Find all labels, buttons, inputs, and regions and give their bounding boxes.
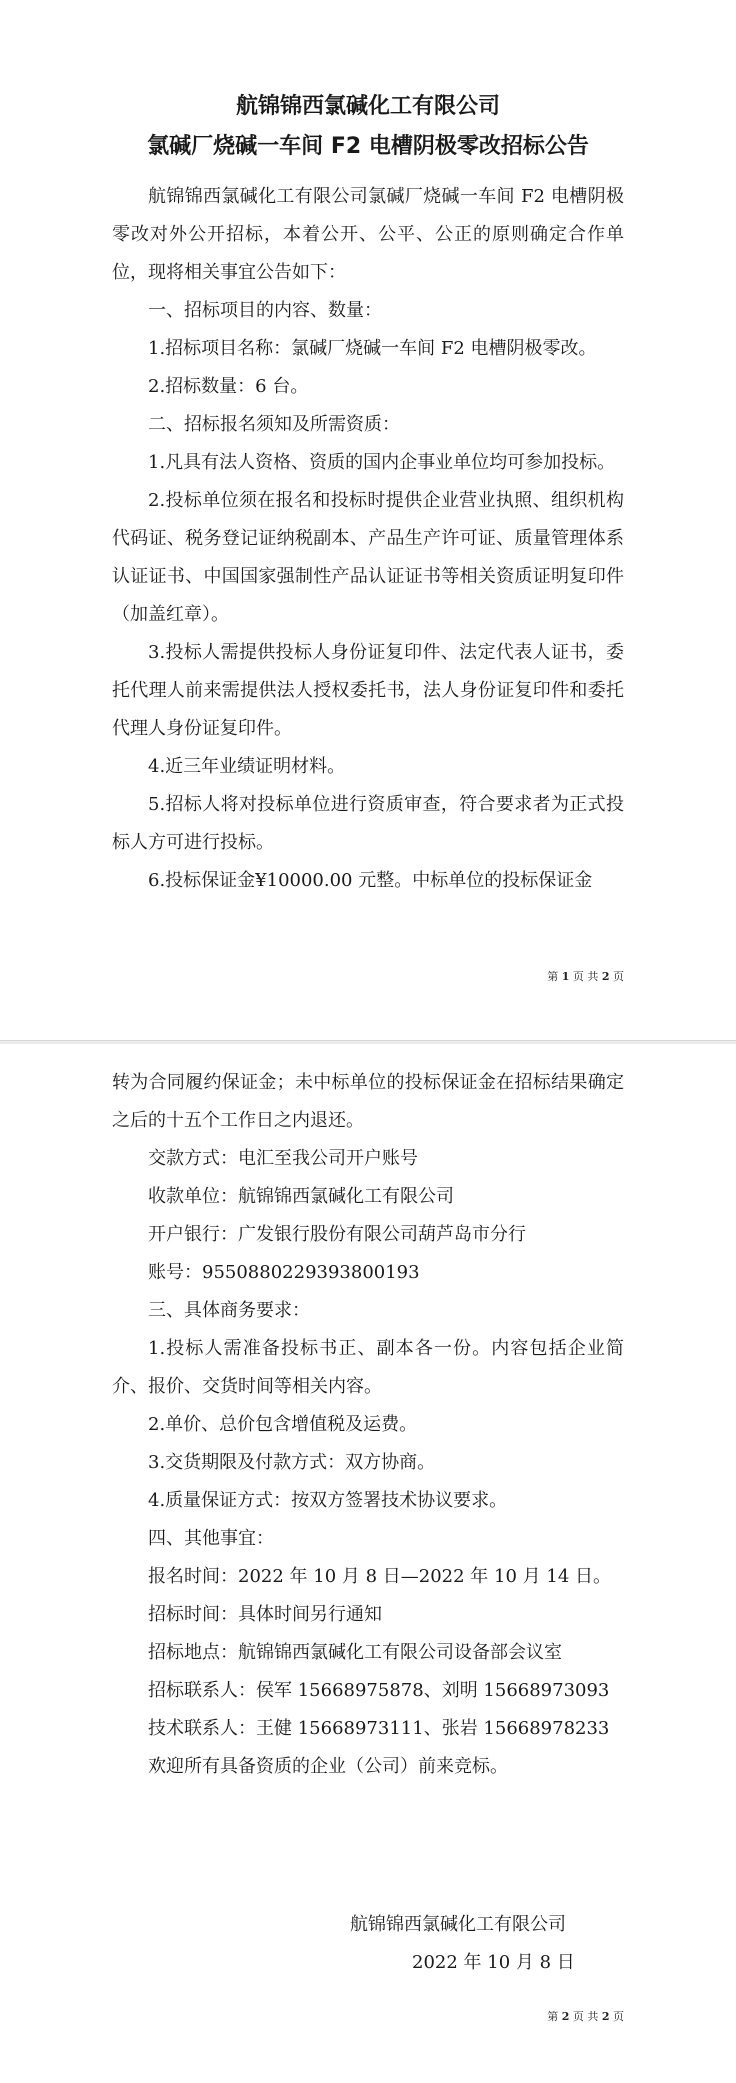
section-heading: 四、其他事宜： [148, 1528, 274, 1549]
paragraph: 3.交货期限及付款方式：双方协商。 [148, 1452, 436, 1473]
paragraph: 2.投标单位须在报名和投标时提供企业营业执照、组织机构代码证、税务登记证纳税副本、产品生产许可证、质量管理体系认证证书、中国国家强制性产品认证证书等相关资质证明复印件（加盖红章）。 [112, 490, 624, 625]
document-page-2 [0, 1044, 736, 2083]
page1-body [112, 178, 624, 900]
paragraph: 4.近三年业绩证明材料。 [148, 756, 346, 777]
paragraph: 开户银行：广发银行股份有限公司葫芦岛市分行 [148, 1224, 526, 1245]
section-heading: 一、招标项目的内容、数量： [148, 300, 382, 321]
paragraph: 报名时间：2022 年 10 月 8 日—2022 年 10 月 14 日。 [148, 1566, 611, 1587]
section-heading: 二、招标报名须知及所需资质： [148, 414, 400, 435]
page2-body [112, 1064, 624, 1786]
page-number: 第 2 页 共 2 页 [547, 2010, 624, 2023]
paragraph: 欢迎所有具备资质的企业（公司）前来竞标。 [148, 1756, 508, 1777]
paragraph: 招标地点：航锦锦西氯碱化工有限公司设备部会议室 [148, 1642, 562, 1663]
document-page-1 [0, 0, 736, 1040]
paragraph: 技术联系人：王健 15668973111、张岩 15668978233 [148, 1718, 610, 1739]
paragraph: 航锦锦西氯碱化工有限公司氯碱厂烧碱一车间 F2 电槽阴极零改对外公开招标，本着公开、公平、公正的原则确定合作单位，现将相关事宜公告如下： [112, 186, 624, 283]
paragraph: 1.招标项目名称：氯碱厂烧碱一车间 F2 电槽阴极零改。 [148, 338, 597, 359]
paragraph: 招标时间：具体时间另行通知 [148, 1604, 382, 1625]
paragraph: 账号：9550880229393800193 [148, 1262, 420, 1283]
paragraph: 收款单位：航锦锦西氯碱化工有限公司 [148, 1186, 454, 1207]
paragraph: 1.凡具有法人资格、资质的国内企事业单位均可参加投标。 [148, 452, 616, 473]
paragraph: 3.投标人需提供投标人身份证复印件、法定代表人证书，委托代理人前来需提供法人授权委托书，法人身份证复印件和委托代理人身份证复印件。 [112, 642, 624, 739]
signature-company: 航锦锦西氯碱化工有限公司 [350, 1914, 566, 1935]
paragraph: 2.招标数量：6 台。 [148, 376, 309, 397]
section-heading: 三、具体商务要求： [148, 1300, 310, 1321]
paragraph: 2.单价、总价包含增值税及运费。 [148, 1414, 418, 1435]
paragraph: 5.招标人将对投标单位进行资质审查，符合要求者为正式投标人方可进行投标。 [112, 794, 624, 853]
paragraph-continued: 转为合同履约保证金；未中标单位的投标保证金在招标结果确定之后的十五个工作日之内退还。 [112, 1072, 624, 1131]
paragraph: 4.质量保证方式：按双方签署技术协议要求。 [148, 1490, 508, 1511]
paragraph: 1.投标人需准备投标书正、副本各一份。内容包括企业简介、报价、交货时间等相关内容。 [112, 1338, 624, 1397]
paragraph: 6.投标保证金¥10000.00 元整。中标单位的投标保证金 [148, 870, 593, 891]
page-number: 第 1 页 共 2 页 [547, 970, 624, 983]
paragraph: 交款方式：电汇至我公司开户账号 [148, 1148, 418, 1169]
paragraph: 招标联系人：侯军 15668975878、刘明 15668973093 [148, 1680, 610, 1701]
signature-date: 2022 年 10 月 8 日 [412, 1952, 575, 1973]
document-title-company: 航锦锦西氯碱化工有限公司 [235, 94, 500, 119]
document-title-notice: 氯碱厂烧碱一车间 F2 电槽阴极零改招标公告 [147, 134, 589, 159]
